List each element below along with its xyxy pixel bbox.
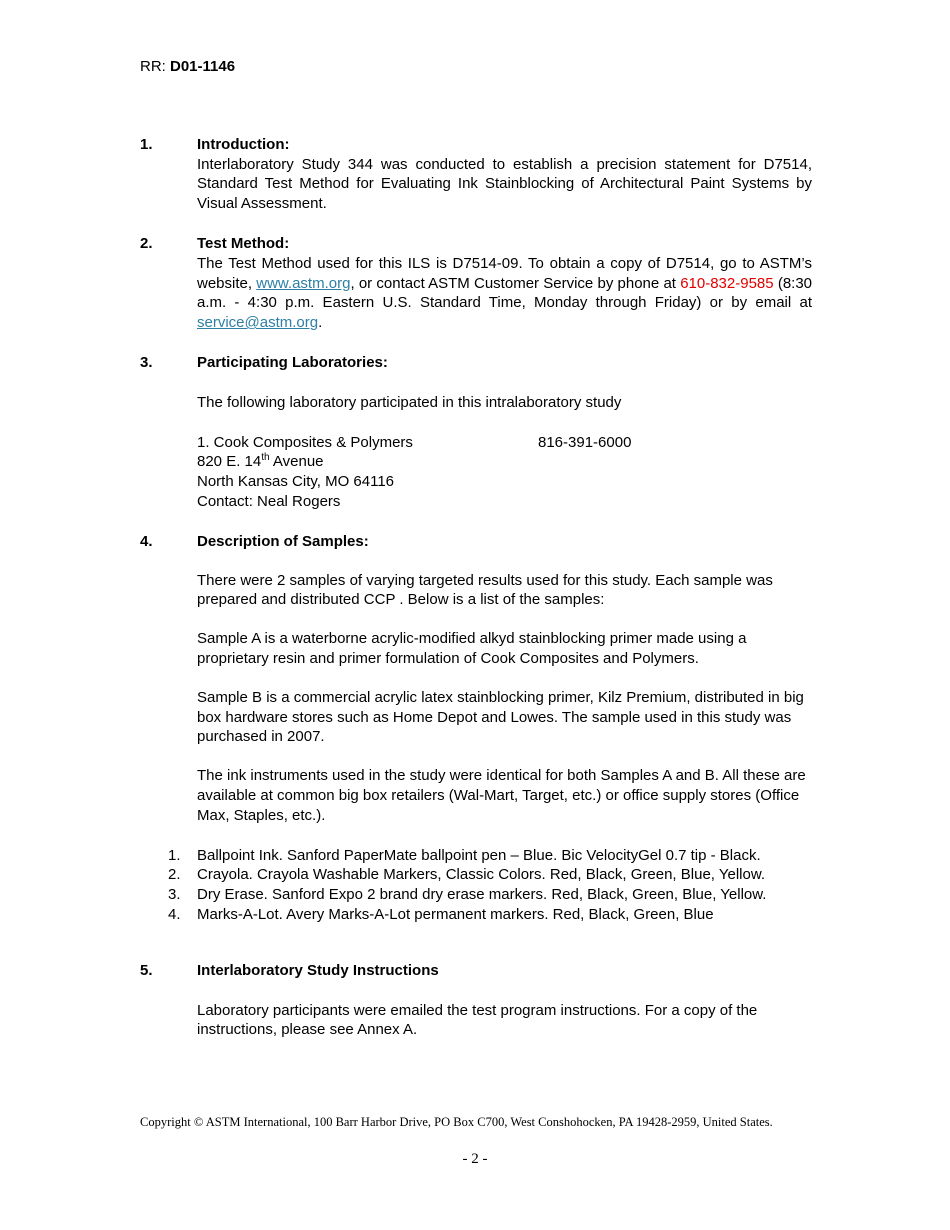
labs-intro-text: The following laboratory participated in this intralaboratory study <box>197 393 622 411</box>
study-instructions-text: Laboratory participants were emailed the test program instructions. For a copy of the instructions, please see Annex A. <box>197 1001 758 1039</box>
list-item <box>168 865 812 885</box>
laboratory-entry <box>197 433 812 512</box>
page-number: - 2 - <box>462 1151 488 1167</box>
customer-service-phone: 610-832-9585 <box>680 274 774 292</box>
report-number: D01-1146 <box>170 58 236 75</box>
test-method-text <box>197 254 812 333</box>
sample-a-text: Sample A is a waterborne acrylic-modified alkyd stainblocking primer made using a proprietary resin and primer formulation of Cook Composites and Polymers. <box>197 630 747 667</box>
list-item-text: Marks-A-Lot. Avery Marks-A-Lot permanent markers. Red, Black, Green, Blue <box>197 905 714 923</box>
section-number: 1. <box>140 135 153 153</box>
list-item <box>168 905 812 925</box>
section-title: Description of Samples: <box>197 532 369 550</box>
section-number: 2. <box>140 234 153 252</box>
lab-address-line2: North Kansas City, MO 64116 <box>197 473 395 491</box>
list-item-number: 3. <box>168 886 181 904</box>
section-study-instructions <box>140 961 812 1040</box>
text-segment: , or contact ASTM Customer Service by phone at <box>350 274 681 292</box>
text-segment: 820 E. 14 <box>197 453 262 471</box>
list-item <box>168 885 812 905</box>
list-item-number: 4. <box>168 905 181 923</box>
section-test-method <box>140 234 812 333</box>
text-segment: Avenue <box>269 453 324 471</box>
list-item <box>168 846 812 866</box>
lab-contact: Contact: Neal Rogers <box>197 492 341 510</box>
ink-list <box>168 846 812 925</box>
text-segment: The Test Method used for this ILS is D7514-09. To obtain a copy of D7514, go to ASTM’s website, <box>197 254 812 292</box>
lab-name-row <box>197 433 812 453</box>
page-content <box>140 0 812 1040</box>
ink-instruments-text: The ink instruments used in the study were identical for both Samples A and B. All these are available at common big box retailers (Wal-Mart, Target, etc.) or office supply stores (Office Max, Staples, etc.). <box>197 767 806 824</box>
section-participating-laboratories <box>140 353 812 512</box>
text-segment: (8:30 a.m. - 4:30 p.m. Eastern U.S. Standard Time, Monday through Friday) or by email at <box>197 274 813 312</box>
section-title: Participating Laboratories: <box>197 353 388 371</box>
section-introduction <box>140 135 812 214</box>
section-body <box>168 532 812 925</box>
lab-name: 1. Cook Composites & Polymers <box>197 433 413 451</box>
copyright-notice: Copyright © ASTM International, 100 Barr Harbor Drive, PO Box C700, West Conshohocken, PA 19428-2959, United States. <box>140 1115 773 1129</box>
section-description-of-samples <box>140 532 812 925</box>
section-body <box>197 353 812 512</box>
list-item-text: Crayola. Crayola Washable Markers, Classic Colors. Red, Black, Green, Blue, Yellow. <box>197 866 766 884</box>
section-body <box>197 234 812 333</box>
section-body <box>197 961 812 1040</box>
lab-address-line1 <box>197 452 812 472</box>
section-title: Interlaboratory Study Instructions <box>197 961 439 979</box>
lab-phone: 816-391-6000 <box>538 433 632 451</box>
astm-website-link[interactable]: www.astm.org <box>256 274 351 292</box>
section-title: Introduction: <box>197 135 290 153</box>
section-number: 3. <box>140 353 153 371</box>
introduction-text: Interlaboratory Study 344 was conducted to establish a precision statement for D7514, Standard Test Method for Evaluating Ink Stainblocking of Architectural Paint Systems by Visual Assessment. <box>197 155 812 213</box>
text-segment: . <box>318 314 323 332</box>
report-header <box>140 57 812 77</box>
list-item-text: Ballpoint Ink. Sanford PaperMate ballpoint pen – Blue. Bic VelocityGel 0.7 tip - Black. <box>197 846 761 864</box>
section-number: 5. <box>140 961 153 979</box>
sample-b-text: Sample B is a commercial acrylic latex stainblocking primer, Kilz Premium, distributed in big box hardware stores such as Home Depot and Lowes. The sample used in this study was purchased in 2007. <box>197 688 804 746</box>
list-item-number: 1. <box>168 846 181 864</box>
section-body <box>197 135 812 214</box>
list-item-number: 2. <box>168 866 181 884</box>
ordinal-superscript: th <box>261 452 270 464</box>
samples-overview-text: There were 2 samples of varying targeted results used for this study. Each sample was prepared and distributed CCP . Below is a list of the samples: <box>197 571 773 609</box>
section-number: 4. <box>140 532 153 550</box>
list-item-text: Dry Erase. Sanford Expo 2 brand dry erase markers. Red, Black, Green, Blue, Yellow. <box>197 886 767 904</box>
service-email-link[interactable]: service@astm.org <box>197 314 319 332</box>
section-title: Test Method: <box>197 234 290 252</box>
report-ref-prefix: RR: <box>140 58 170 75</box>
